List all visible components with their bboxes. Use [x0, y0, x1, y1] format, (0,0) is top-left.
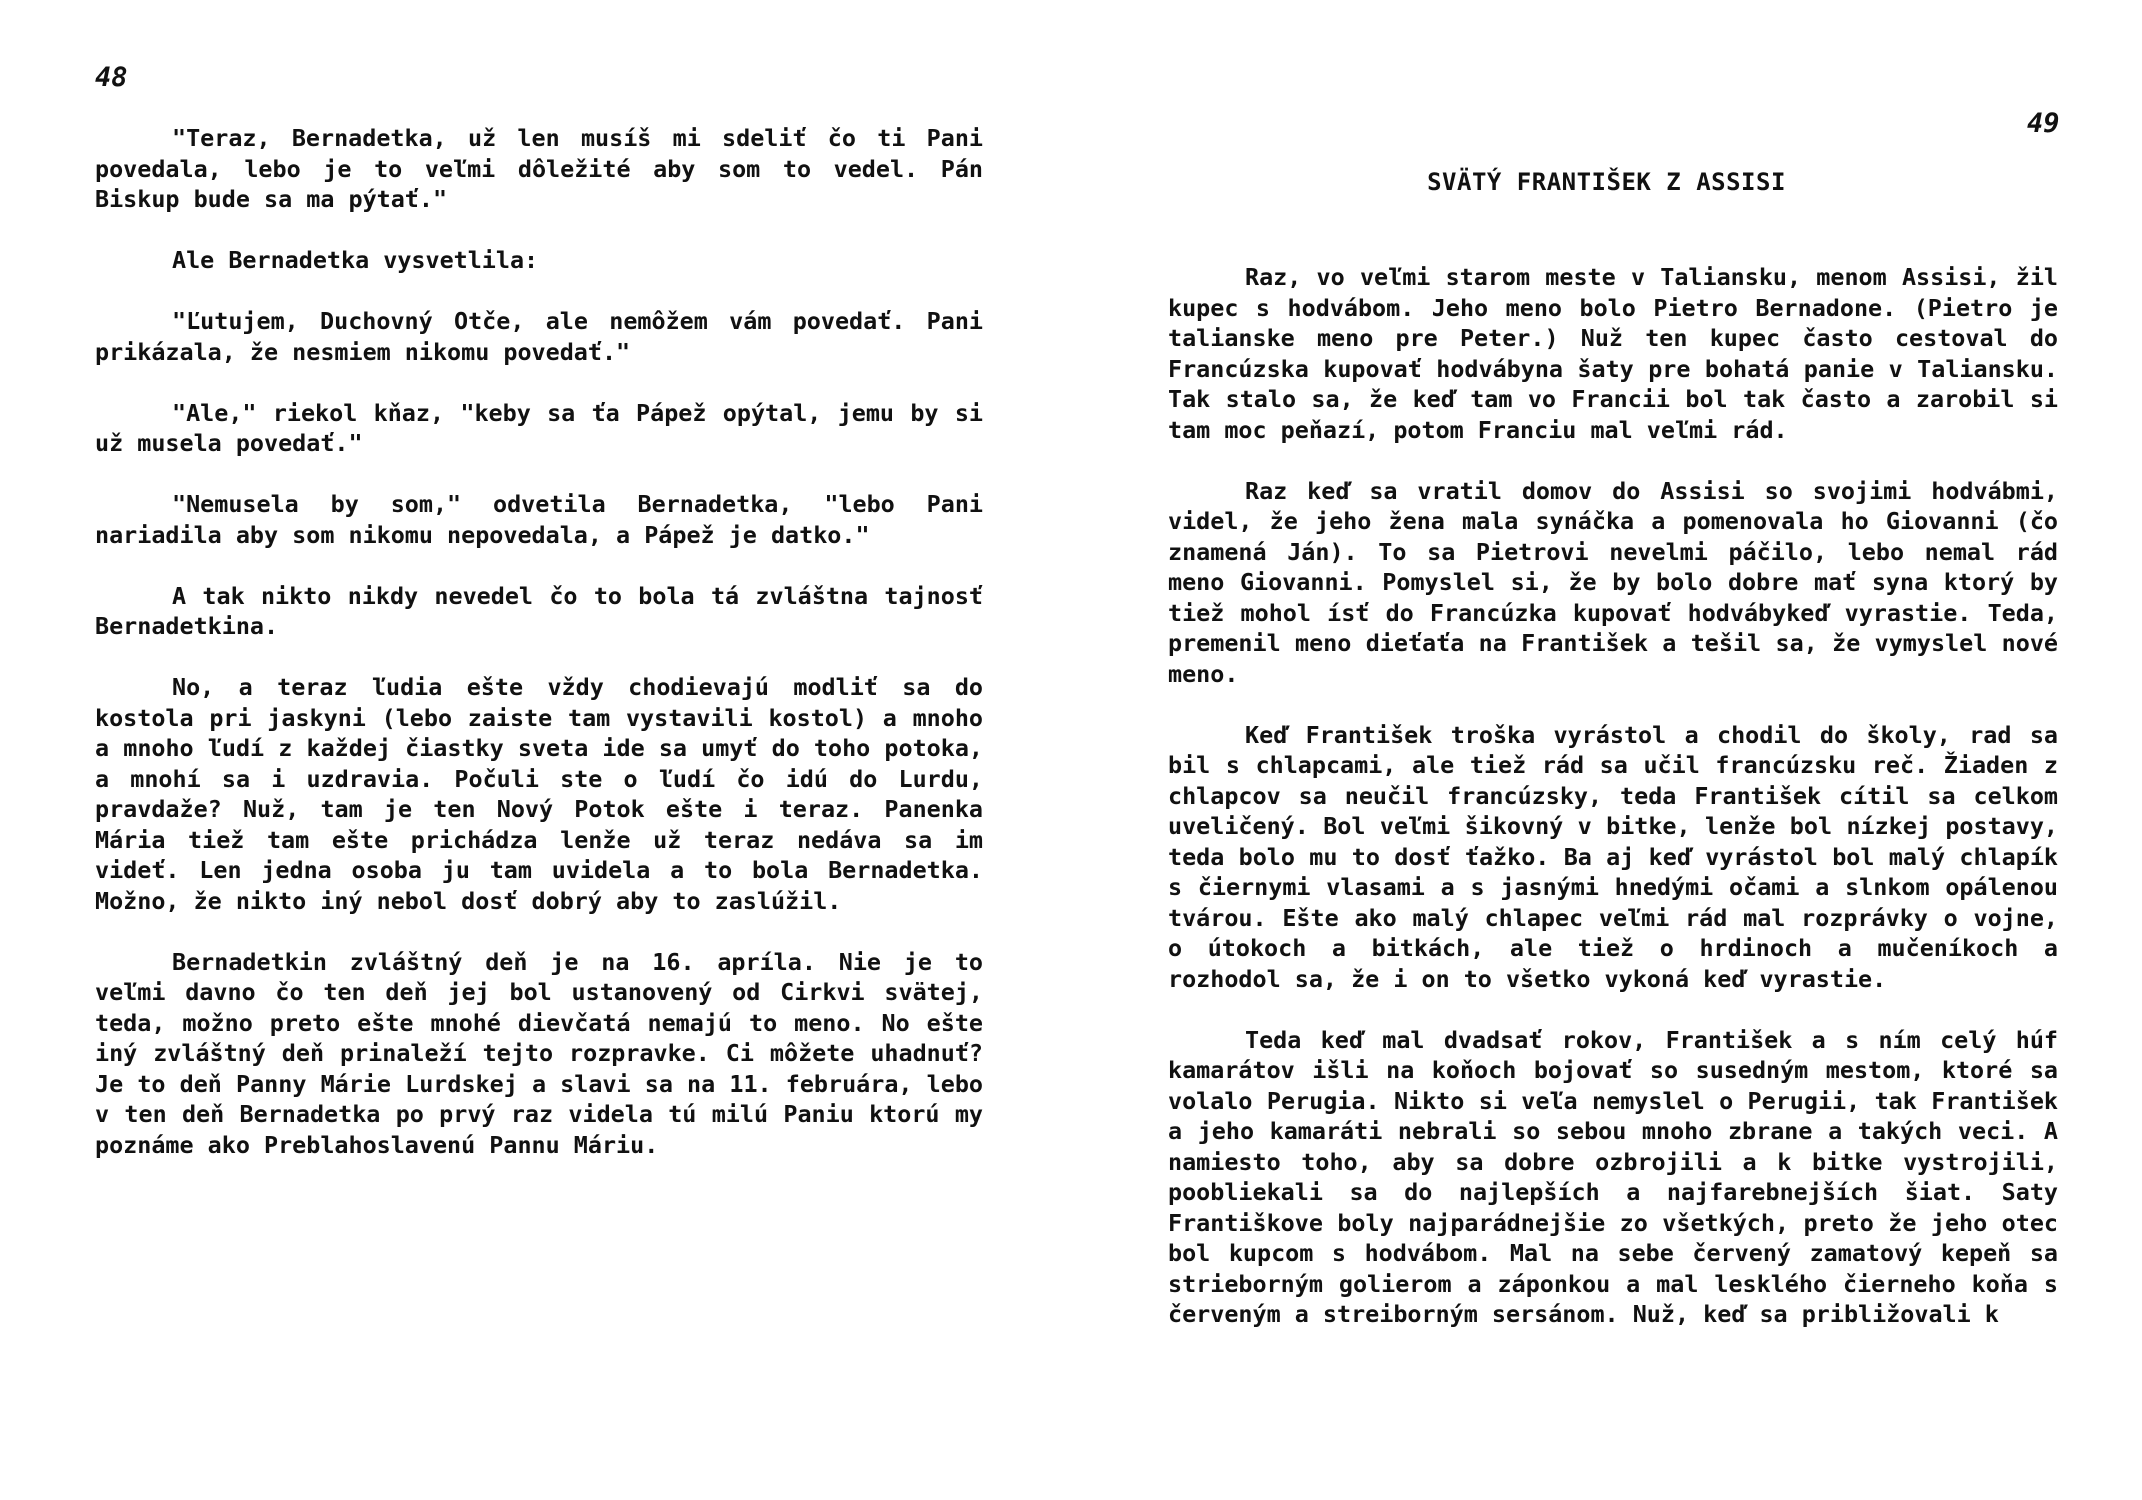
right-page [1071, 0, 2142, 1500]
paragraph: "Ale," riekol kňaz, "keby sa ťa Pápež opýtal, jemu by si už musela povedať." [95, 398, 983, 457]
paragraph: "Ľutujem, Duchovný Otče, ale nemôžem vám povedať. Pani prikázala, že nesmiem nikomu povedať." [95, 307, 983, 366]
paragraph: Keď František troška vyrástol a chodil do školy, rad sa bil s chlapcami, ale tiež rád sa učil francúzsku reč. Žiaden z chlapcov sa neučil francúzsky, teda František cítil sa celkom uveličený. Bol veľmi šikovný v bitke, lenže bol nízkej postavy, teda bolo mu to dosť ťažko. Ba aj keď vyrástol bol malý chlapík s čiernymi vlasami a s jasnými hnedými očami a slnkom opálenou tvárou. Ešte ako malý chlapec veľmi rád mal rozprávky o vojne, o útokoch a bitkách, ale tiež o hrdinoch a mučeníkoch a rozhodol sa, že i on to všetko vykoná keď vyrastie. [1168, 720, 2058, 993]
right-page-text [1168, 262, 2058, 1330]
paragraph: Teda keď mal dvadsať rokov, František a s ním celý húf kamarátov išli na koňoch bojovať so susedným mestom, ktoré sa volalo Perugia. Nikto si veľa nemyslel o Perugii, tak František a jeho kamaráti nebrali so sebou mnoho zbrane a takých veci. A namiesto toho, aby sa dobre ozbrojili a k bitke vystrojili, poobliekali sa do najlepších a najfarebnejších šiat. Saty Františkove boly najparádnejšie zo všetkých, preto že jeho otec bol kupcom s hodvábom. Mal na sebe červený zamatový kepeň sa strieborným golierom a záponkou a mal lesklého čierneho koňa s červeným a streiborným sersánom. Nuž, keď sa približovali k [1168, 1025, 2058, 1328]
paragraph: Ale Bernadetka vysvetlila: [172, 246, 539, 274]
paragraph: Raz keď sa vratil domov do Assisi so svojimi hodvábmi, videl, že jeho žena mala synáčka a pomenovala ho Giovanni (čo znamená Ján). To sa Pietrovi nevelmi páčilo, lebo nemal rád meno Giovanni. Pomyslel si, že by bolo dobre mať syna ktorý by tiež mohol ísť do Francúzka kupovať hodvábykeď vyrastie. Teda, premenil meno dieťaťa na František a tešil sa, že vymyslel nové meno. [1168, 476, 2058, 688]
page-number-left: 48 [95, 62, 128, 93]
paragraph: "Teraz, Bernadetka, už len musíš mi sdeliť čo ti Pani povedala, lebo je to veľmi dôležité aby som to vedel. Pán Biskup bude sa ma pýtať." [95, 124, 983, 213]
paragraph: A tak nikto nikdy nevedel čo to bola tá zvláštna tajnosť Bernadetkina. [95, 581, 983, 640]
paragraph: Raz, vo veľmi starom meste v Taliansku, menom Assisi, žil kupec s hodvábom. Jeho meno bolo Pietro Bernadone. (Pietro je talianske meno pre Peter.) Nuž ten kupec často cestoval do Francúzska kupovať hodvábyna šaty pre bohatá panie v Taliansku. Tak stalo sa, že keď tam vo Francii bol tak často a zarobil si tam moc peňazí, potom Franciu mal veľmi rád. [1168, 263, 2058, 444]
paragraph: "Nemusela by som," odvetila Bernadetka, "lebo Pani nariadila aby som nikomu nepovedala, a Pápež je datko." [95, 490, 983, 549]
left-page-text [95, 123, 983, 1160]
paragraph: No, a teraz ľudia ešte vždy chodievajú modliť sa do kostola pri jaskyni (lebo zaiste tam vystavili kostol) a mnoho a mnoho ľudí z každej čiastky sveta ide sa umyť do toho potoka, a mnohí sa i uzdravia. Počuli ste o ľudí čo idú do Lurdu, pravdaže? Nuž, tam je ten Nový Potok ešte i teraz. Panenka Mária tiež tam ešte prichádza lenže už teraz nedáva sa im videť. Len jedna osoba ju tam uvidela a to bola Bernadetka. Možno, že nikto iný nebol dosť dobrý aby to zaslúžil. [95, 673, 983, 915]
paragraph: Bernadetkin zvláštný deň je na 16. apríla. Nie je to veľmi davno čo ten deň jej bol ustanovený od Cirkvi svätej, teda, možno preto ešte mnohé dievčatá nemajú to meno. No ešte iný zvláštný deň prinaleží tejto rozpravke. Ci môžete uhadnuť? Je to deň Panny Márie Lurdskej a slavi sa na 11. februára, lebo v ten deň Bernadetka po prvý raz videla tú milú Paniu ktorú my poznáme ako Preblahoslavenú Pannu Máriu. [95, 947, 983, 1159]
page-number-right: 49 [2027, 108, 2060, 139]
chapter-title: SVÄTÝ FRANTIŠEK Z ASSISI [1427, 168, 1786, 196]
